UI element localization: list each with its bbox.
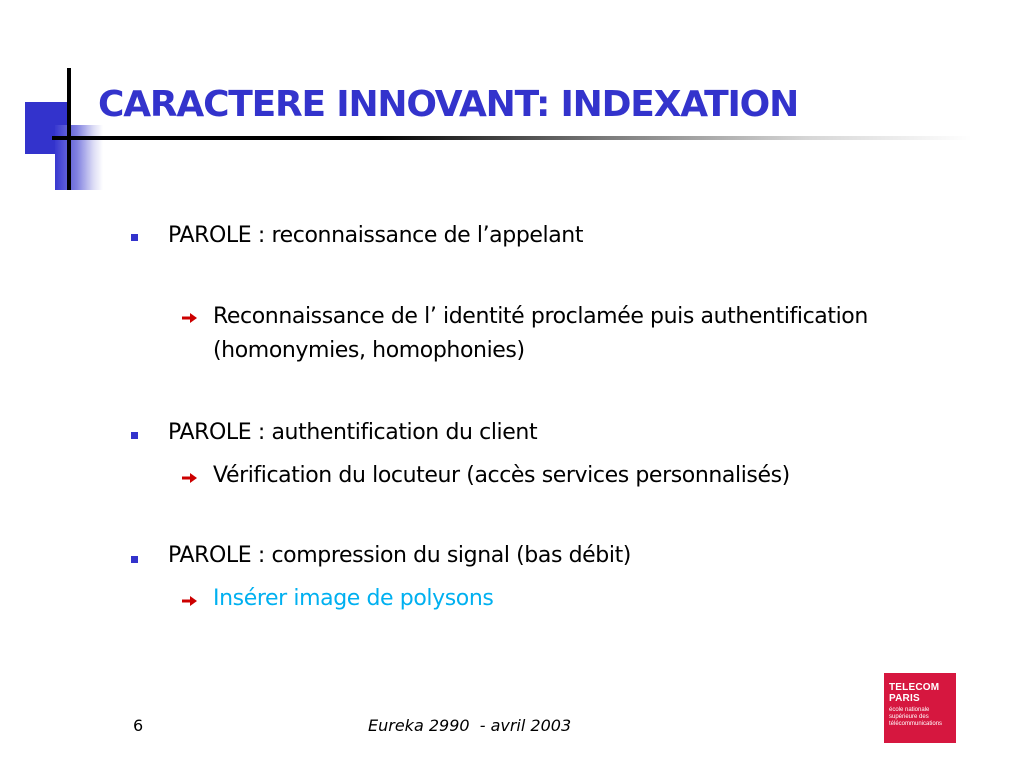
sub-bullet-3-1: Insérer image de polysons — [213, 586, 494, 611]
logo-subtitle-line3: télécommunications — [889, 721, 943, 727]
logo-subtitle-line1: école nationale — [889, 707, 930, 713]
slide-title: CARACTERE INNOVANT: INDEXATION — [98, 84, 798, 125]
square-bullet-icon — [131, 432, 138, 439]
logo-line-paris: PARIS — [889, 693, 920, 704]
square-bullet-icon — [131, 234, 138, 241]
bullet-item-2: PAROLE : authentification du client — [168, 420, 538, 445]
telecom-paris-logo — [884, 673, 956, 743]
logo-subtitle — [889, 707, 952, 728]
bullet-item-1: PAROLE : reconnaissance de l’appelant — [168, 223, 584, 248]
logo-line-telecom: TELECOM — [889, 682, 940, 693]
bullet-item-3: PAROLE : compression du signal (bas débit) — [168, 543, 631, 568]
footer-text: Eureka 2990 - avril 2003 — [368, 716, 572, 735]
arrow-right-icon — [182, 472, 198, 484]
logo-subtitle-line2: supérieure des — [889, 714, 929, 720]
arrow-right-icon — [182, 595, 198, 607]
arrow-right-icon — [182, 312, 198, 324]
sub-bullet-1-1-line2: (homonymies, homophonies) — [213, 338, 525, 363]
sub-bullet-1-1-line1: Reconnaissance de l’ identité proclamée puis authentification — [213, 304, 868, 329]
slide-page-number: 6 — [133, 716, 144, 735]
sub-bullet-2-1: Vérification du locuteur (accès services personnalisés) — [213, 463, 790, 488]
square-bullet-icon — [131, 556, 138, 563]
